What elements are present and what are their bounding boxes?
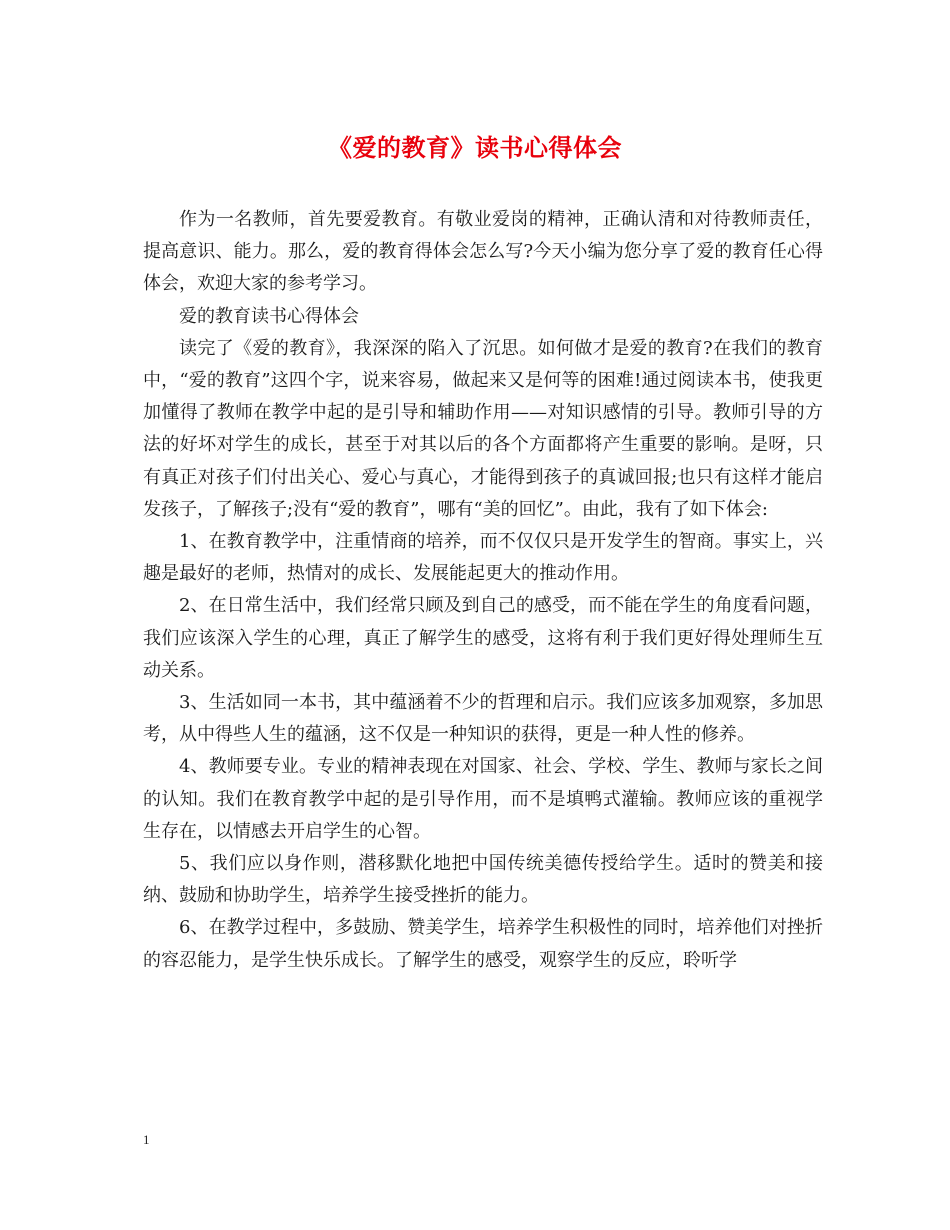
page-number: 1 <box>143 1132 150 1147</box>
paragraph-point-3: 3、生活如同一本书，其中蕴涵着不少的哲理和启示。我们应该多加观察，多加思考，从中得些人生的蕴涵，这不仅是一种知识的获得，更是一种人性的修养。 <box>143 692 823 746</box>
paragraph-point-5: 5、我们应以身作则，潜移默化地把中国传统美德传授给学生。适时的赞美和接纳、鼓励和协助学生，培养学生接受挫折的能力。 <box>143 853 823 907</box>
paragraph-point-6: 6、在教学过程中，多鼓励、赞美学生，培养学生积极性的同时，培养他们对挫折的容忍能力，是学生快乐成长。了解学生的感受，观察学生的反应，聆听学 <box>143 917 823 971</box>
paragraph-intro: 作为一名教师，首先要爱教育。有敬业爱岗的精神，正确认清和对待教师责任，提高意识、能力。那么，爱的教育得体会怎么写?今天小编为您分享了爱的教育任心得体会，欢迎大家的参考学习。 <box>143 209 823 295</box>
paragraph-main: 读完了《爱的教育》，我深深的陷入了沉思。如何做才是爱的教育?在我们的教育中，“爱的教育”这四个字，说来容易，做起来又是何等的困难!通过阅读本书，使我更加懂得了教师在教学中起的是引导和辅助作用——对知识感情的引导。教师引导的方法的好坏对学生的成长，甚至于对其以后的各个方面都将产生重要的影响。是呀，只有真正对孩子们付出关心、爱心与真心，才能得到孩子的真诚回报;也只有这样才能启发孩子，了解孩子;没有“爱的教育”，哪有“美的回忆”。由此，我有了如下体会: <box>143 337 823 520</box>
document-body <box>143 204 823 977</box>
paragraph-point-2: 2、在日常生活中，我们经常只顾及到自己的感受，而不能在学生的角度看问题，我们应该深入学生的心理，真正了解学生的感受，这将有利于我们更好得处理师生互动关系。 <box>143 595 823 681</box>
document-title: 《爱的教育》读书心得体会 <box>328 133 622 162</box>
paragraph-point-1: 1、在教育教学中，注重情商的培养，而不仅仅只是开发学生的智商。事实上，兴趣是最好的老师，热情对的成长、发展能起更大的推动作用。 <box>143 531 823 585</box>
paragraph-subtitle: 爱的教育读书心得体会 <box>179 305 359 327</box>
paragraph-point-4: 4、教师要专业。专业的精神表现在对国家、社会、学校、学生、教师与家长之间的认知。我们在教育教学中起的是引导作用，而不是填鸭式灌输。教师应该的重视学生存在，以情感去开启学生的心智。 <box>143 756 823 842</box>
